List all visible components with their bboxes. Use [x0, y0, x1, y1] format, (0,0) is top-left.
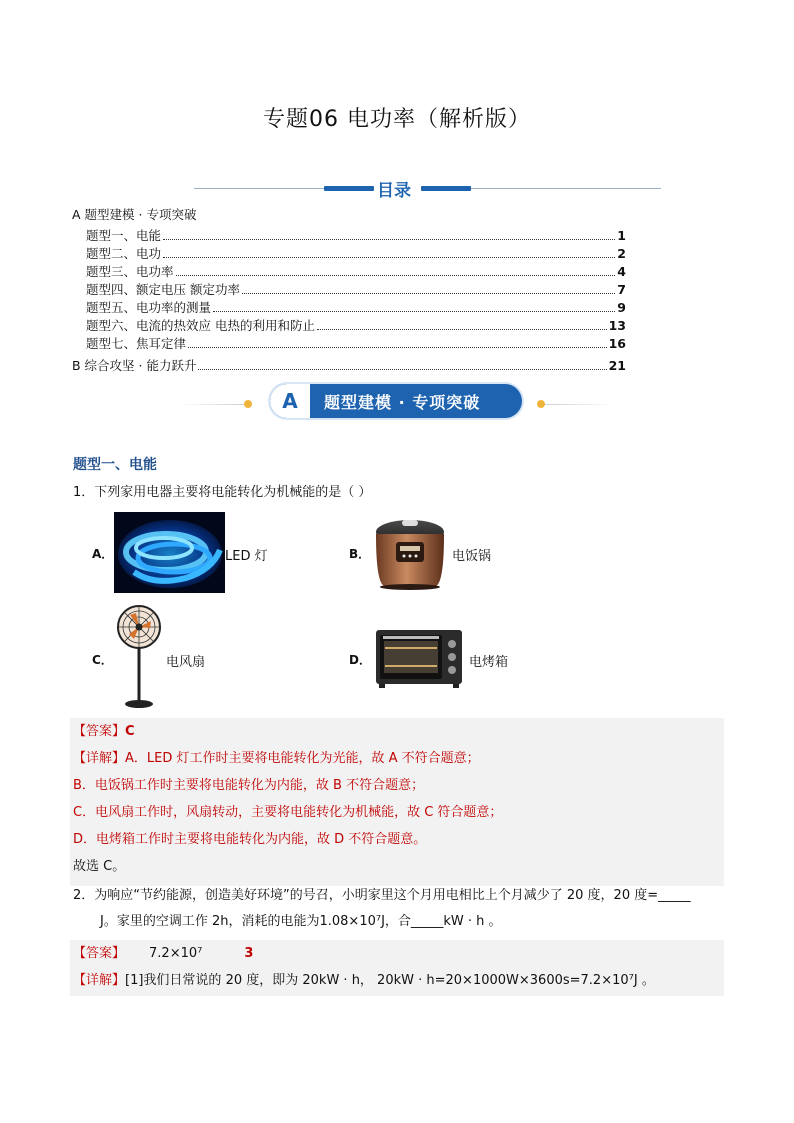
toc-item-label: 题型五、电功率的测量	[86, 300, 212, 315]
answer-line	[70, 718, 724, 745]
option-a-label: LED 灯	[225, 549, 268, 564]
detail-tag: 【详解】	[73, 751, 126, 766]
option-c-letter: C．	[92, 653, 113, 667]
banner-letter: A	[270, 384, 310, 418]
toc-page-number: 13	[608, 318, 626, 333]
toc-leader	[198, 369, 606, 370]
toc-item-a[interactable]	[72, 206, 626, 223]
toc-bar-left	[324, 186, 374, 191]
toc-item-label: 题型二、电功	[86, 246, 162, 261]
toc-page-number: 1	[617, 228, 626, 243]
banner-text: 题型建模 · 专项突破	[324, 392, 481, 412]
option-d-letter: D．	[349, 653, 371, 667]
electric-fan-image	[112, 603, 167, 711]
answer-value-2: 3	[244, 946, 254, 961]
toc-leader	[242, 293, 615, 294]
detail-line-4: D．电烤箱工作时主要将电能转化为内能，故 D 不符合题意。	[73, 832, 427, 847]
page-title: 专题06 电功率（解析版）	[263, 107, 531, 132]
detail-line-2: B．电饭锅工作时主要将电能转化为内能，故 B 不符合题意；	[73, 778, 425, 793]
option-c-label: 电风扇	[166, 655, 206, 670]
toc-item-type5[interactable]	[72, 299, 626, 316]
option-d-label: 电烤箱	[469, 655, 509, 670]
toc-page-number: 9	[617, 300, 626, 315]
toc-item-label: 题型一、电能	[86, 228, 162, 243]
option-a-letter: A．	[92, 547, 114, 561]
banner-dot-left	[244, 400, 252, 408]
toc-item-type2[interactable]	[72, 245, 626, 262]
question-2-stem-line-1: 2．为响应“节约能源，创造美好环境”的号召，小明家里这个月用电相比上个月减少了 20 度，20 度=_____	[73, 888, 691, 903]
banner-rule-left	[180, 404, 244, 405]
answer-box-q2	[70, 940, 724, 996]
toc-page-number: 4	[617, 264, 626, 279]
answer-tag: 【答案】	[73, 946, 126, 961]
toc-leader	[163, 257, 615, 258]
toc-item-type6[interactable]	[72, 317, 626, 334]
section-heading: 题型一、电能	[73, 457, 157, 473]
toc-item-type1[interactable]	[72, 227, 626, 244]
toc-rule-left	[194, 188, 324, 189]
option-b-label: 电饭锅	[452, 549, 492, 564]
toc-leader	[176, 275, 616, 276]
answer-box-q1	[70, 718, 724, 886]
toc-page-number: 7	[617, 282, 626, 297]
toc-page-number: 21	[608, 358, 626, 373]
detail-line-3: C．电风扇工作时，风扇转动，主要将电能转化为机械能，故 C 符合题意；	[73, 805, 503, 820]
toc-item-label: 题型三、电功率	[86, 264, 174, 279]
conclusion: 故选 C。	[73, 859, 126, 874]
question-1-stem: 1．下列家用电器主要将电能转化为机械能的是（ ）	[73, 485, 372, 500]
toc-page-number: 2	[617, 246, 626, 261]
toc-item-type7[interactable]	[72, 335, 626, 352]
rice-cooker-image	[370, 512, 450, 592]
detail-line-1	[70, 745, 724, 772]
toc-item-type3[interactable]	[72, 263, 626, 280]
detail-tag: 【详解】	[73, 973, 126, 988]
toc-item-label: B 综合攻坚 · 能力跃升	[72, 358, 197, 373]
toc-item-type4[interactable]	[72, 281, 626, 298]
toc-leader	[317, 329, 607, 330]
electric-oven-image	[375, 628, 463, 690]
answer-value-1: 7.2×10⁷	[149, 946, 203, 961]
section-banner	[270, 384, 522, 418]
question-2-stem-line-2: J。家里的空调工作 2h，消耗的电能为1.08×10⁷J，合_____kW · h 。	[100, 914, 502, 929]
detail-line	[70, 967, 724, 994]
toc-item-label: 题型四、额定电压 额定功率	[86, 282, 240, 297]
toc-item-label: 题型七、焦耳定律	[86, 336, 187, 351]
detail-text: A．LED 灯工作时主要将电能转化为光能，故 A 不符合题意；	[125, 751, 480, 766]
toc-leader	[213, 311, 615, 312]
banner-rule-right	[545, 404, 615, 405]
toc-heading: 目录	[377, 181, 411, 201]
toc-leader	[188, 347, 607, 348]
toc-leader	[163, 239, 615, 240]
toc-page-number: 16	[608, 336, 626, 351]
toc-item-label: 题型六、电流的热效应 电热的利用和防止	[86, 318, 315, 333]
answer-value: C	[125, 724, 135, 739]
answer-tag: 【答案】	[73, 724, 126, 739]
option-b-letter: B．	[349, 547, 371, 561]
toc-item-label: A 题型建模 · 专项突破	[72, 207, 197, 222]
toc-item-b[interactable]	[72, 357, 626, 374]
toc-rule-right	[471, 188, 661, 189]
answer-line	[70, 940, 724, 967]
toc-bar-right	[421, 186, 471, 191]
detail-text: [1]我们日常说的 20 度，即为 20kW · h， 20kW · h=20×1000W×3600s=7.2×10⁷J 。	[125, 973, 655, 988]
led-strip-image	[114, 512, 225, 593]
banner-dot-right	[537, 400, 545, 408]
